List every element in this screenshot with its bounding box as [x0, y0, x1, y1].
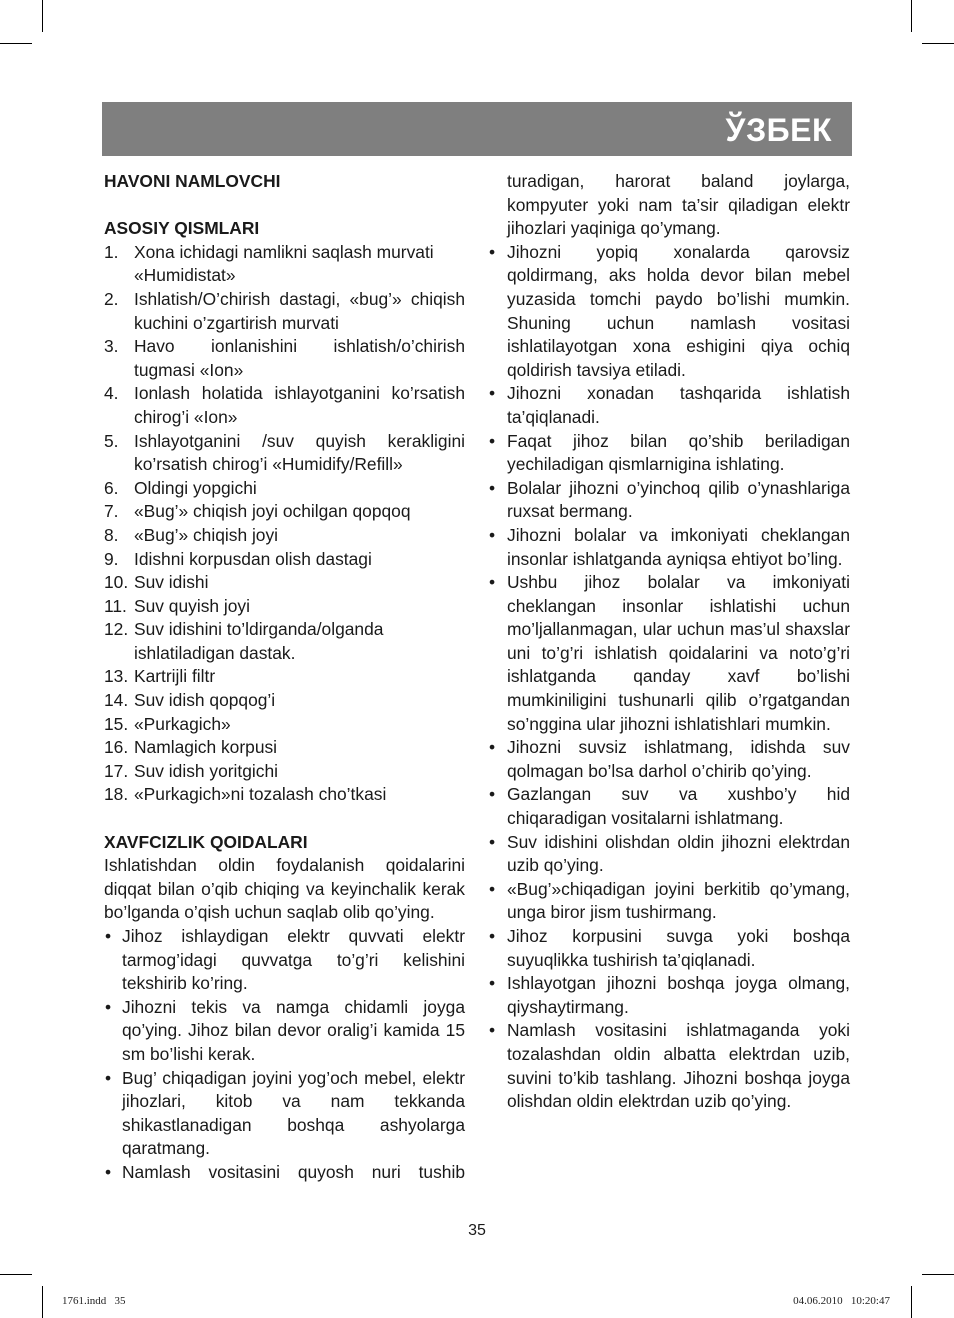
list-item: 17. Suv idish yoritgichi	[104, 760, 279, 781]
list-item: 18. «Purkagich»ni tozalash cho’tkasi	[104, 784, 387, 805]
footer-timestamp: 04.06.2010 10:20:47	[793, 1295, 890, 1307]
crop-mark	[0, 1274, 32, 1275]
list-item: 13. Kartrijli filtr	[104, 666, 216, 687]
list-item: 16. Namlagich korpusi	[104, 737, 278, 758]
safety-heading: XAVFCIZLIK QOIDALARI	[104, 831, 308, 852]
footer-file-info: 1761.indd 35	[62, 1295, 126, 1307]
list-item: 7. «Bug’» chiqish joyi ochilgan qopqoq	[104, 501, 411, 522]
list-item: 14. Suv idish qopqog’i	[104, 690, 276, 711]
list-item: • Namlash vositasini ishlatmaganda yoki tozalashdan oldin albatta elektrdan uzib, suvini to’kib tashlang. Jihozni boshqa joyga olishdan oldin elektrdan uzib qo’ying.	[488, 1019, 850, 1113]
list-item: 6. Oldingi yopgichi	[104, 477, 257, 498]
language-banner	[102, 102, 852, 156]
document-title: HAVONI NAMLOVCHI	[104, 171, 281, 191]
crop-mark	[0, 43, 32, 44]
parts-list	[104, 241, 465, 807]
list-item: 4. Ionlash holatida ishlayotganini ko’rsatish chirog’i «Ion»	[104, 383, 465, 427]
crop-mark	[42, 1286, 43, 1318]
list-item: • Suv idishini olishdan oldin jihozni elektrdan uzib qo’ying.	[488, 831, 850, 878]
list-item: 1. Xona ichidagi namlikni saqlash murvati «Humidistat»	[104, 241, 434, 286]
language-title: ЎЗБЕК	[725, 112, 832, 148]
list-item: • Jihoz ishlaydigan elektr quvvati elektr tarmog’idagi quvvatga to’g’ri kelishini tekshirib ko’ring.	[104, 925, 465, 996]
list-item: • Jihoz korpusini suvga yoki boshqa suyuqlikka tushirish ta’qiqlanadi.	[488, 925, 850, 972]
list-item: • Jihozni xonadan tashqarida ishlatish ta’qiqlanadi.	[488, 382, 850, 429]
page-number: 35	[468, 1222, 486, 1239]
list-item: 15. «Purkagich»	[104, 713, 231, 734]
list-item: • Jihozni bolalar va imkoniyati cheklangan insonlar ishlatganda ayniqsa ehtiyot bo’ling.	[488, 524, 850, 571]
right-column	[488, 170, 850, 1114]
list-item: 3. Havo ionlanishini ishlatish/o’chirish tugmasi «Ion»	[104, 336, 465, 380]
list-item: • «Bug’»chiqadigan joyini berkitib qo’ymang, unga biror jism tushirmang.	[488, 878, 850, 925]
safety-list-continued	[488, 241, 850, 1114]
crop-mark	[911, 1286, 912, 1318]
list-item: 9. Idishni korpusdan olish dastagi	[104, 548, 372, 569]
left-column	[104, 170, 465, 1185]
crop-mark	[922, 1274, 954, 1275]
list-item: • Ishlayotgan jihozni boshqa joyga olmang, qiyshaytirmang.	[488, 972, 850, 1019]
list-item: • Jihozni tekis va namga chidamli joyga qo’ying. Jihoz bilan devor oralig’i kamida 15 sm bo’lishi kerak.	[104, 996, 465, 1067]
list-item: • Jihozni yopiq xonalarda qarovsiz qoldirmang, aks holda devor bilan mebel yuzasida tomchi paydo bo’lishi mumkin. Shuning uchun namlash vositasi ishlatilayotgan xona eshigini qiya ochiq qoldirish tavsiya etiladi.	[488, 241, 850, 383]
list-item: • Gazlangan suv va xushbo’y hid chiqaradigan vositalarni ishlatmang.	[488, 783, 850, 830]
parts-heading: ASOSIY QISMLARI	[104, 218, 260, 239]
list-item: 8. «Bug’» chiqish joyi	[104, 524, 279, 545]
crop-mark	[922, 43, 954, 44]
list-item: • Bolalar jihozni o’yinchoq qilib o’ynashlariga ruxsat bermang.	[488, 477, 850, 524]
list-item: • Namlash vositasini quyosh nuri tushib	[104, 1161, 465, 1185]
list-item: 12. Suv idishini to’ldirganda/olganda ishlatiladigan dastak.	[104, 619, 384, 663]
list-item: • Bug’ chiqadigan joyini yog’och mebel, elektr jihozlari, kitob va nam tekkanda shikastlanadigan boshqa ashyolarga qaratmang.	[104, 1067, 465, 1161]
list-item: 11. Suv quyish joyi	[104, 595, 250, 616]
continued-text: turadigan, harorat baland joylarga, kompyuter yoki nam ta’sir qiladigan elektr jihozlari yaqiniga qo’ymang.	[507, 171, 850, 239]
list-item: • Jihozni suvsiz ishlatmang, idishda suv qolmagan bo’lsa darhol o’chirib qo’ying.	[488, 736, 850, 783]
crop-mark	[911, 0, 912, 32]
list-item: 2. Ishlatish/O’chirish dastagi, «bug’» chiqish kuchini o’zgartirish murvati	[104, 288, 465, 333]
crop-mark	[42, 0, 43, 32]
list-item: • Ushbu jihoz bolalar va imkoniyati cheklangan insonlar ishlatishi uchun mo’ljallanmagan, ular uchun mas’ul shaxslar uni to’g’ri ishlatish qoidalarini va noto’g’ri ishlatganda qanday xavf bo’lishi mumkiniligini tushunarli qilib o’rgatgandan so’nggina ular jihozni ishlatishlari mumkin.	[488, 571, 850, 736]
list-item: 10. Suv idishi	[104, 572, 209, 593]
list-item: • Faqat jihoz bilan qo’shib beriladigan yechiladigan qismlarnigina ishlating.	[488, 430, 850, 477]
safety-intro: Ishlatishdan oldin foydalanish qoidalarini diqqat bilan o’qib chiqing va keyinchalik kerak bo’lganda o’qish uchun saqlab olib qo’ying.	[104, 855, 465, 923]
list-item: 5. Ishlayotganini /suv quyish kerakligini ko’rsatish chirog’i «Humidify/Refill»	[104, 430, 465, 475]
safety-list	[104, 925, 465, 1185]
